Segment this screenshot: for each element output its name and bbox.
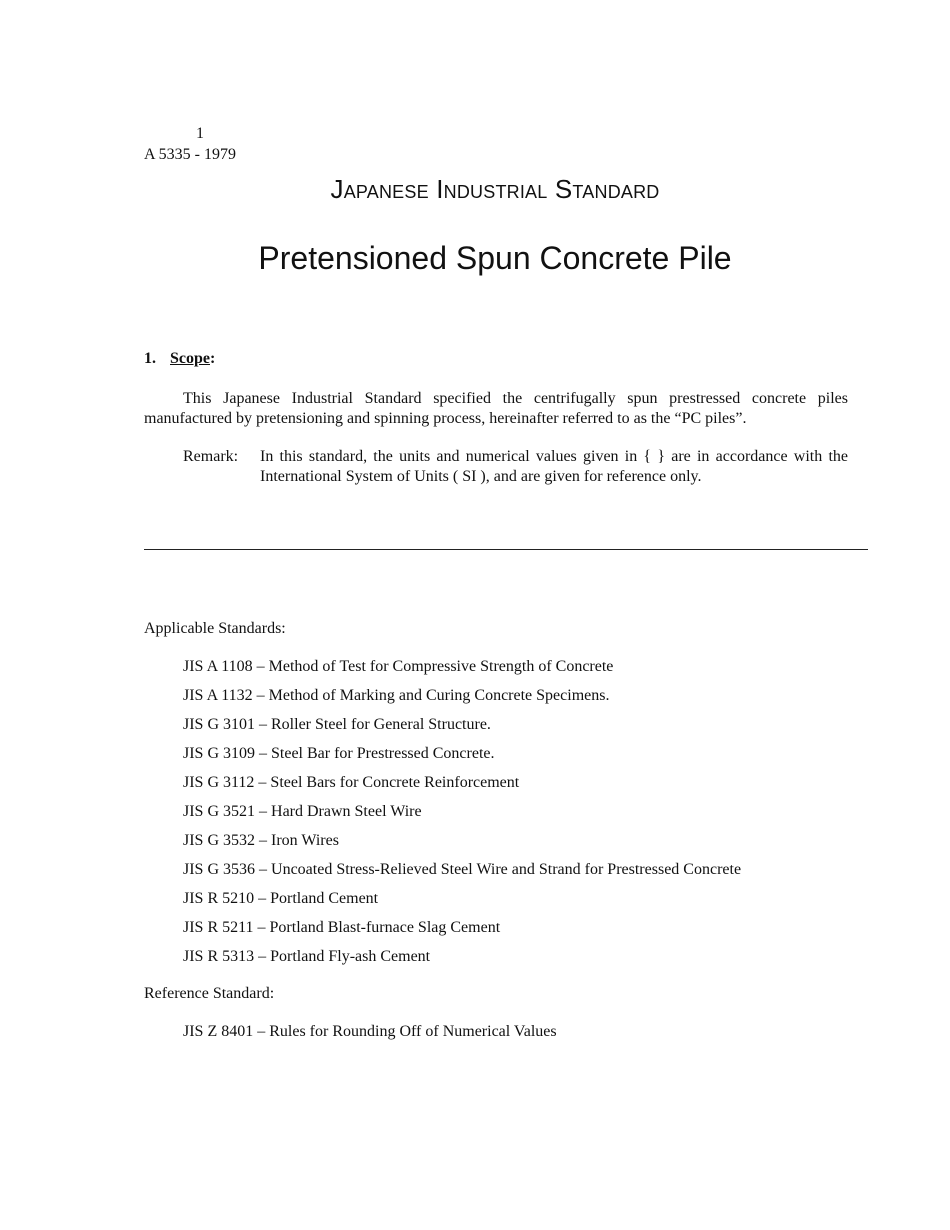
section-colon: : [210, 350, 216, 367]
list-item: JIS G 3109 – Steel Bar for Prestressed Concrete. [183, 745, 495, 762]
section-heading [144, 350, 215, 368]
list-item: JIS G 3532 – Iron Wires [183, 832, 339, 849]
page-number: 1 [196, 125, 204, 142]
applicable-standards-list [183, 657, 741, 976]
list-item: JIS Z 8401 – Rules for Rounding Off of Numerical Values [183, 1023, 557, 1040]
list-item: JIS R 5210 – Portland Cement [183, 890, 379, 907]
list-item: JIS R 5211 – Portland Blast-furnace Slag Cement [183, 919, 501, 936]
section-number: 1. [144, 350, 156, 367]
document-title: Pretensioned Spun Concrete Pile [258, 240, 732, 276]
list-item: JIS A 1108 – Method of Test for Compressive Strength of Concrete [183, 658, 614, 675]
list-item: JIS G 3536 – Uncoated Stress-Relieved Steel Wire and Strand for Prestressed Concrete [183, 861, 742, 878]
list-item: JIS G 3521 – Hard Drawn Steel Wire [183, 803, 422, 820]
list-item: JIS G 3101 – Roller Steel for General Structure. [183, 716, 491, 733]
standard-body-heading: Japanese Industrial Standard [330, 174, 660, 204]
applicable-standards-heading: Applicable Standards: [144, 620, 286, 637]
reference-standard-heading: Reference Standard: [144, 985, 275, 1002]
section-title: Scope [170, 350, 210, 367]
reference-standards-list [183, 1022, 557, 1051]
standard-number: A 5335 - 1979 [144, 146, 236, 163]
list-item: JIS G 3112 – Steel Bars for Concrete Reinforcement [183, 774, 520, 791]
list-item: JIS R 5313 – Portland Fly-ash Cement [183, 948, 431, 965]
remark-text: In this standard, the units and numerical values given in { } are in accordance with the International System of Units ( SI ), and are given for reference only. [260, 448, 848, 485]
list-item: JIS A 1132 – Method of Marking and Curing Concrete Specimens. [183, 687, 610, 704]
remark-label: Remark: [183, 448, 239, 465]
horizontal-divider [144, 549, 868, 550]
scope-paragraph: This Japanese Industrial Standard specified the centrifugally spun prestressed concrete piles manufactured by pretensioning and spinning process, hereinafter referred to as the “PC piles”. [144, 390, 848, 427]
